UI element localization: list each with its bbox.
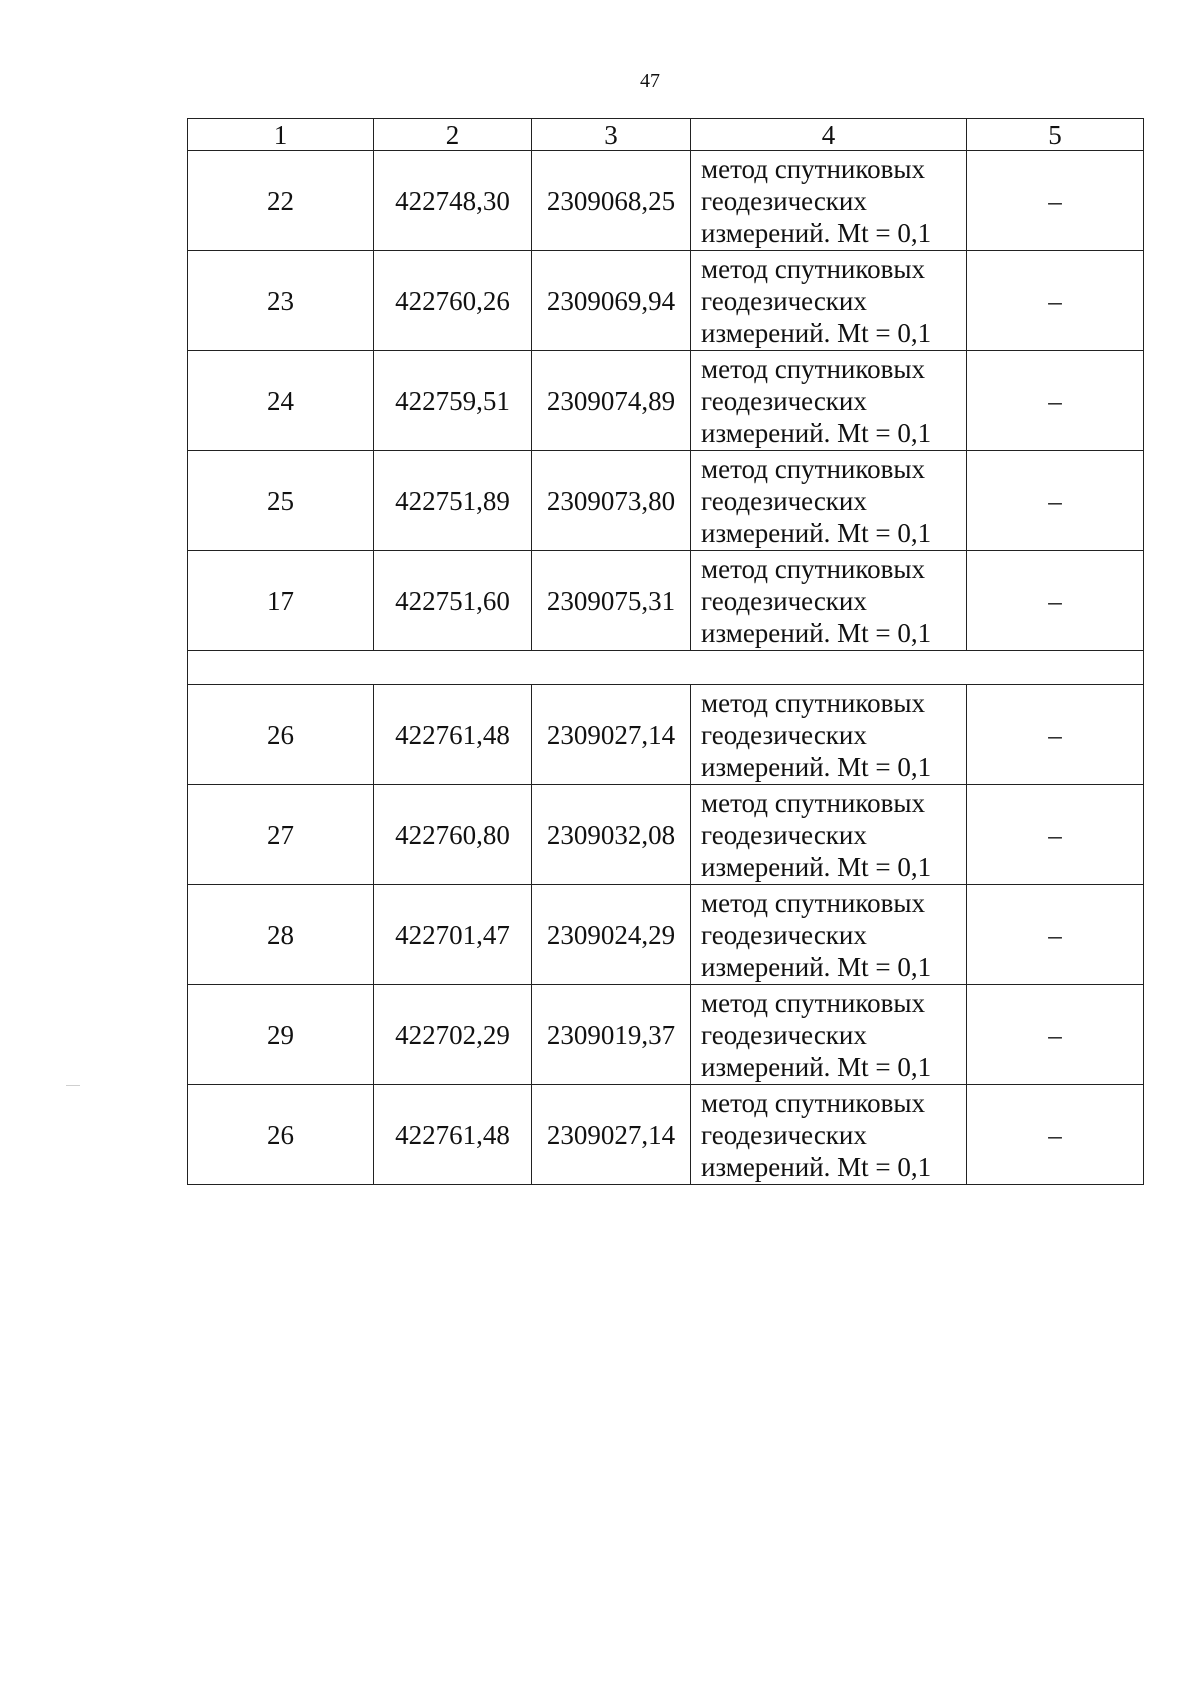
y-coordinate-cell: 2309075,31 [532, 551, 691, 651]
x-coordinate-cell: 422760,26 [374, 251, 532, 351]
header-cell-1: 1 [188, 119, 374, 151]
table-row [188, 551, 1144, 651]
y-coordinate-cell: 2309074,89 [532, 351, 691, 451]
method-line: метод спутниковых [701, 787, 925, 818]
coordinates-table [187, 118, 1144, 1185]
method-line: измерений. Mt = 0,1 [701, 217, 932, 248]
method-line: метод спутниковых [701, 253, 925, 284]
y-coordinate-cell: 2309069,94 [532, 251, 691, 351]
y-coordinate-cell: 2309073,80 [532, 451, 691, 551]
method-line: геодезических [701, 719, 867, 750]
method-line: метод спутниковых [701, 353, 925, 384]
note-cell: – [967, 351, 1144, 451]
header-cell-2: 2 [374, 119, 532, 151]
x-coordinate-cell: 422761,48 [374, 1085, 532, 1185]
table-row [188, 151, 1144, 251]
point-number-cell: 26 [188, 685, 374, 785]
point-number-cell: 28 [188, 885, 374, 985]
method-line: измерений. Mt = 0,1 [701, 1151, 932, 1182]
method-line: измерений. Mt = 0,1 [701, 317, 932, 348]
method-line: метод спутниковых [701, 453, 925, 484]
method-cell [691, 251, 967, 351]
method-line: метод спутниковых [701, 887, 925, 918]
table-row [188, 985, 1144, 1085]
method-line: измерений. Mt = 0,1 [701, 617, 932, 648]
y-coordinate-cell: 2309032,08 [532, 785, 691, 885]
note-cell: – [967, 1085, 1144, 1185]
table-row [188, 251, 1144, 351]
method-cell [691, 885, 967, 985]
table-row [188, 885, 1144, 985]
table-row [188, 685, 1144, 785]
method-line: метод спутниковых [701, 1087, 925, 1118]
method-line: геодезических [701, 819, 867, 850]
note-cell: – [967, 551, 1144, 651]
point-number-cell: 17 [188, 551, 374, 651]
method-cell [691, 685, 967, 785]
x-coordinate-cell: 422751,60 [374, 551, 532, 651]
method-line: метод спутниковых [701, 987, 925, 1018]
table-body [188, 119, 1144, 1185]
x-coordinate-cell: 422759,51 [374, 351, 532, 451]
point-number-cell: 27 [188, 785, 374, 885]
method-line: геодезических [701, 1119, 867, 1150]
method-line: измерений. Mt = 0,1 [701, 517, 932, 548]
method-cell [691, 451, 967, 551]
method-line: метод спутниковых [701, 687, 925, 718]
method-line: измерений. Mt = 0,1 [701, 951, 932, 982]
method-line: измерений. Mt = 0,1 [701, 1051, 932, 1082]
page-number: 47 [640, 70, 660, 92]
y-coordinate-cell: 2309027,14 [532, 685, 691, 785]
header-cell-4: 4 [691, 119, 967, 151]
scan-mark [66, 1085, 80, 1086]
method-line: измерений. Mt = 0,1 [701, 751, 932, 782]
method-line: метод спутниковых [701, 553, 925, 584]
method-line: геодезических [701, 485, 867, 516]
method-cell [691, 985, 967, 1085]
x-coordinate-cell: 422701,47 [374, 885, 532, 985]
method-line: измерений. Mt = 0,1 [701, 417, 932, 448]
x-coordinate-cell: 422748,30 [374, 151, 532, 251]
note-cell: – [967, 251, 1144, 351]
x-coordinate-cell: 422751,89 [374, 451, 532, 551]
note-cell: – [967, 785, 1144, 885]
point-number-cell: 23 [188, 251, 374, 351]
table-row [188, 351, 1144, 451]
y-coordinate-cell: 2309019,37 [532, 985, 691, 1085]
point-number-cell: 29 [188, 985, 374, 1085]
method-line: геодезических [701, 919, 867, 950]
table-row [188, 1085, 1144, 1185]
point-number-cell: 26 [188, 1085, 374, 1185]
method-line: измерений. Mt = 0,1 [701, 851, 932, 882]
note-cell: – [967, 151, 1144, 251]
method-cell [691, 785, 967, 885]
note-cell: – [967, 985, 1144, 1085]
method-line: геодезических [701, 385, 867, 416]
method-line: геодезических [701, 185, 867, 216]
method-line: геодезических [701, 1019, 867, 1050]
table-row [188, 785, 1144, 885]
method-line: геодезических [701, 585, 867, 616]
point-number-cell: 25 [188, 451, 374, 551]
group-separator-row [188, 651, 1144, 685]
header-cell-5: 5 [967, 119, 1144, 151]
header-cell-3: 3 [532, 119, 691, 151]
method-cell [691, 351, 967, 451]
y-coordinate-cell: 2309068,25 [532, 151, 691, 251]
note-cell: – [967, 685, 1144, 785]
note-cell: – [967, 885, 1144, 985]
method-cell [691, 151, 967, 251]
x-coordinate-cell: 422760,80 [374, 785, 532, 885]
method-cell [691, 551, 967, 651]
table-row [188, 451, 1144, 551]
header-row [188, 119, 1144, 151]
point-number-cell: 24 [188, 351, 374, 451]
group-separator-cell [188, 651, 1144, 685]
point-number-cell: 22 [188, 151, 374, 251]
y-coordinate-cell: 2309027,14 [532, 1085, 691, 1185]
note-cell: – [967, 451, 1144, 551]
method-cell [691, 1085, 967, 1185]
x-coordinate-cell: 422702,29 [374, 985, 532, 1085]
method-line: геодезических [701, 285, 867, 316]
method-line: метод спутниковых [701, 153, 925, 184]
y-coordinate-cell: 2309024,29 [532, 885, 691, 985]
x-coordinate-cell: 422761,48 [374, 685, 532, 785]
